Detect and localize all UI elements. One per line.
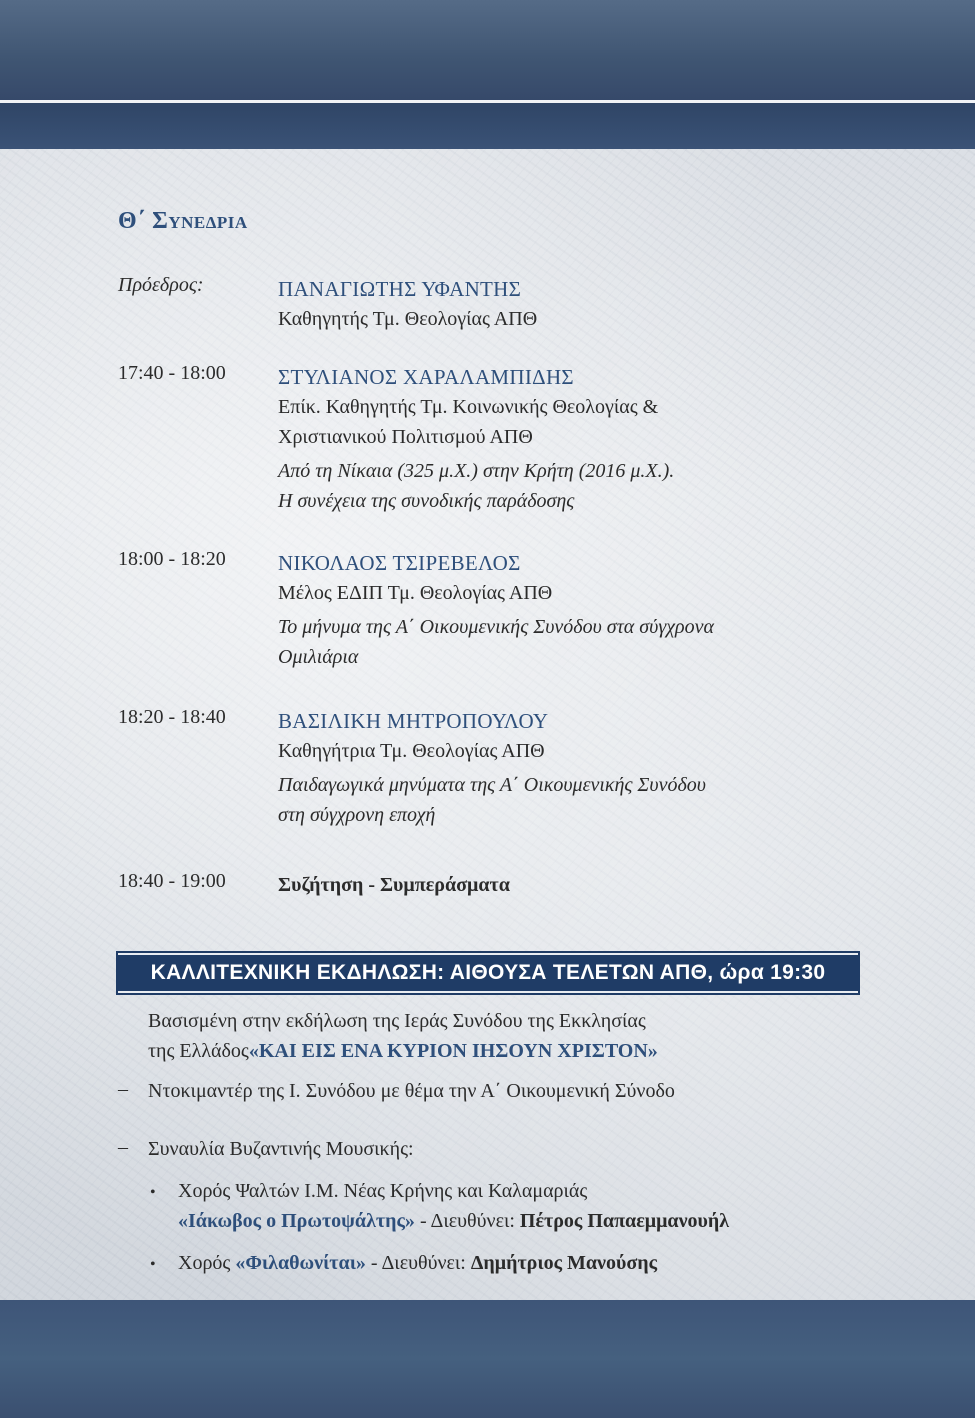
choir-directs: - Διευθύνει: — [414, 1210, 520, 1232]
event-intro-line: Βασισμένη στην εκδήλωση της Ιεράς Συνόδου της Εκκλησίας — [148, 1010, 646, 1032]
chair-role: Καθηγητής Τμ. Θεολογίας ΑΠΘ — [278, 308, 538, 330]
chair-label: Πρόεδρος: — [118, 274, 204, 296]
dash-marker: – — [118, 1078, 128, 1100]
talk-title: Η συνέχεια της συνοδικής παράδοσης — [278, 490, 575, 512]
talk-speaker: ΣΤΥΛΙΑΝΟΣ ΧΑΡΑΛΑΜΠΙΔΗΣ — [278, 365, 574, 389]
discussion-time: 18:40 - 19:00 — [118, 870, 226, 892]
event-banner — [118, 953, 858, 993]
talk-role: Μέλος ΕΔΙΠ Τμ. Θεολογίας ΑΠΘ — [278, 582, 553, 604]
event-intro-title: «ΚΑΙ ΕΙΣ ΕΝΑ ΚΥΡΙΟΝ ΙΗΣΟΥΝ ΧΡΙΣΤΟΝ» — [248, 1040, 658, 1062]
talk-time: 18:20 - 18:40 — [118, 706, 226, 728]
bullet-marker: • — [150, 1256, 156, 1273]
choir-item — [178, 1248, 878, 1278]
choir-name: «Φιλαθωνίται» — [235, 1252, 366, 1274]
talk-speaker: ΒΑΣΙΛΙΚΗ ΜΗΤΡΟΠΟΥΛΟΥ — [278, 709, 549, 733]
talk-title: στη σύγχρονη εποχή — [278, 804, 436, 826]
choir-director: Πέτρος Παπαεμμανουήλ — [519, 1210, 730, 1232]
top-banner — [0, 0, 975, 100]
top-banner-strip — [0, 103, 975, 149]
choir-name: «Ιάκωβος ο Πρωτοψάλτης» — [178, 1210, 415, 1232]
event-intro — [148, 1006, 868, 1066]
talk-title: Από τη Νίκαια (325 μ.Χ.) στην Κρήτη (2016 μ.Χ.). — [278, 460, 675, 482]
talk-title: Παιδαγωγικά μηνύματα της Α΄ Οικουμενικής Συνόδου — [278, 774, 706, 796]
chair-name: ΠΑΝΑΓΙΩΤΗΣ ΥΦΑΝΤΗΣ — [278, 277, 522, 301]
talk-role: Καθηγήτρια Τμ. Θεολογίας ΑΠΘ — [278, 740, 545, 762]
event-intro-prefix: της Ελλάδος — [148, 1040, 249, 1062]
talk-title: Ομιλιάρια — [278, 646, 359, 668]
talk-time: 17:40 - 18:00 — [118, 362, 226, 384]
talk-title: Το μήνυμα της Α΄ Οικουμενικής Συνόδου στα σύγχρονα — [278, 616, 714, 638]
talk-role: Χριστιανικού Πολιτισμού ΑΠΘ — [278, 426, 533, 448]
event-banner-text: ΚΑΛΛΙΤΕΧΝΙΚΗ ΕΚΔΗΛΩΣΗ: ΑΙΘΟΥΣΑ ΤΕΛΕΤΩΝ ΑΠΘ, ώρα 19:30 — [150, 961, 826, 984]
talk-speaker: ΝΙΚΟΛΑΟΣ ΤΣΙΡΕΒΕΛΟΣ — [278, 551, 521, 575]
event-item: Ντοκιμαντέρ της Ι. Συνόδου με θέμα την Α΄ Οικουμενική Σύνοδο — [148, 1080, 675, 1102]
talk-role: Επίκ. Καθηγητής Τμ. Κοινωνικής Θεολογίας & — [278, 396, 659, 418]
dash-marker: – — [118, 1136, 128, 1158]
choir-directs: - Διευθύνει: — [365, 1252, 471, 1274]
bottom-banner — [0, 1300, 975, 1418]
choir-director: Δημήτριος Μανούσης — [470, 1252, 658, 1274]
bullet-marker: • — [150, 1184, 156, 1201]
choir-line: Χορός Ψαλτών Ι.Μ. Νέας Κρήνης και Καλαμαριάς — [178, 1180, 588, 1202]
discussion-label: Συζήτηση - Συμπεράσματα — [278, 874, 510, 896]
choir-prefix: Χορός — [178, 1252, 236, 1274]
choir-item — [178, 1176, 878, 1236]
session-title: Θ΄ Συνεδρια — [118, 208, 248, 234]
talk-time: 18:00 - 18:20 — [118, 548, 226, 570]
event-item: Συναυλία Βυζαντινής Μουσικής: — [148, 1138, 414, 1160]
